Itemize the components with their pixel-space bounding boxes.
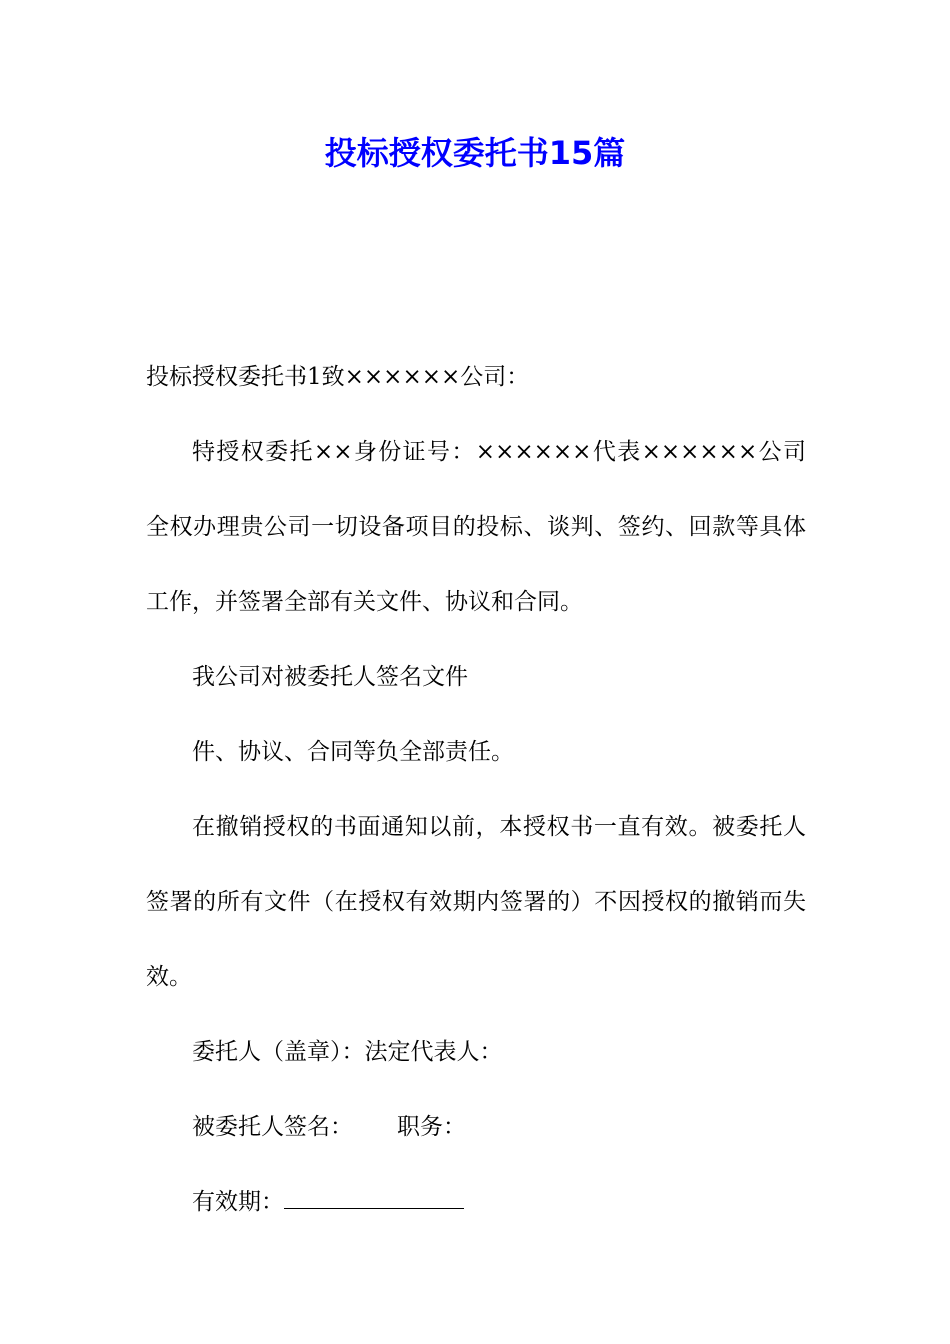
salutation-paragraph: 投标授权委托书1致××××××公司：: [146, 364, 530, 390]
position-label: 职务：: [397, 1114, 466, 1140]
validity-blank-field: [284, 1190, 464, 1209]
responsibility-paragraph: 我公司对被委托人签名文件: [192, 664, 468, 690]
validity-line: [146, 1165, 806, 1240]
signature-line: [146, 1090, 806, 1165]
document-body: [146, 340, 806, 1240]
page-title: 投标授权委托书15篇: [324, 134, 626, 172]
responsibility-continued-paragraph: 件、协议、合同等负全部责任。: [192, 739, 514, 765]
principal-line: 委托人（盖章）：法定代表人：: [192, 1039, 503, 1065]
validity-paragraph: 在撤销授权的书面通知以前，本授权书一直有效。被委托人签署的所有文件（在授权有效期内签署的）不因授权的撤销而失效。: [146, 814, 806, 990]
authorization-paragraph: 特授权委托××身份证号：××××××代表××××××公司全权办理贵公司一切设备项目的投标、谈判、签约、回款等具体工作，并签署全部有关文件、协议和合同。: [146, 439, 806, 615]
validity-label: 有效期：: [192, 1189, 284, 1215]
signee-label: 被委托人签名：: [192, 1114, 353, 1140]
